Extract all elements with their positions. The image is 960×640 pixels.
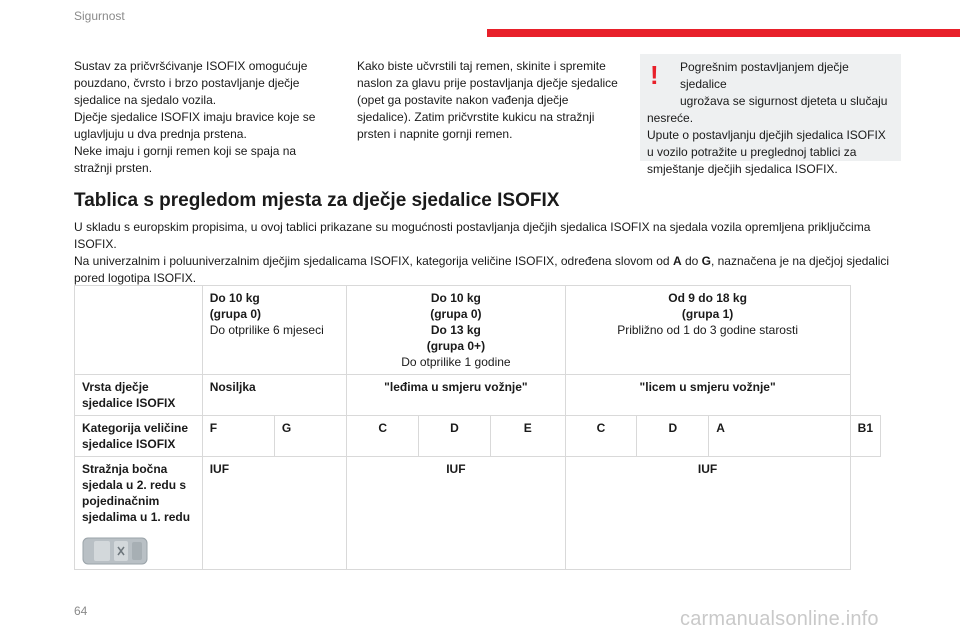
header-accent-bar xyxy=(487,29,960,37)
table-row xyxy=(75,416,881,457)
size-cell: E xyxy=(490,416,565,457)
section-header: Sigurnost xyxy=(74,9,125,23)
paragraph xyxy=(74,253,914,287)
warning-text: Pogrešnim postavljanjem dječje sjedalice xyxy=(680,60,849,91)
row-label: Stražnja bočna sjedala u 2. redu s pojedinačnim sjedalima u 1. redu xyxy=(82,462,191,524)
group-label: (grupa 1) xyxy=(681,307,734,321)
group-label: (grupa 0) xyxy=(209,307,262,321)
text: A xyxy=(672,254,682,268)
table-cell xyxy=(75,286,203,375)
row-label: Kategorija veličine sjedalice ISOFIX xyxy=(75,416,203,457)
weight-label: Do 13 kg xyxy=(430,323,481,337)
van-seat-layout-icon xyxy=(82,537,148,565)
group-label: (grupa 0+) xyxy=(426,339,486,353)
table-cell: "licem u smjeru vožnje" xyxy=(565,375,850,416)
size-cell: B1 xyxy=(850,416,880,457)
warning-note xyxy=(640,54,901,176)
table-row xyxy=(75,457,881,570)
table-cell xyxy=(202,286,347,375)
section-intro xyxy=(74,219,914,287)
weight-label: Do 10 kg xyxy=(209,291,260,305)
exclamation-icon: ! xyxy=(650,60,659,90)
paragraph: Kako biste učvrstili taj remen, skinite i spremite naslon za glavu prije postavljanja dječje sjedalice (opet ga postavite nakon vađenja dječje sjedalice). Zatim pričvrstite kukicu na stražnji prsten i napnite gornji remen. xyxy=(357,59,618,141)
weight-label: Od 9 do 18 kg xyxy=(668,291,747,305)
table-cell: Nosiljka xyxy=(202,375,347,416)
section-title: Tablica s pregledom mjesta za dječje sjedalice ISOFIX xyxy=(74,190,560,211)
size-cell: D xyxy=(419,416,491,457)
table-cell: IUF xyxy=(347,457,565,570)
age-label: Do otprilike 1 godine xyxy=(401,355,511,369)
table-row xyxy=(75,375,881,416)
warning-text: Upute o postavljanju dječjih sjedalica ISOFIX u vozilo potražite u preglednoj tablici za smještanje dječjih sjedalica ISOFIX. xyxy=(647,128,886,176)
text: Na univerzalnim i poluuniverzalnim dječjim sjedalicama ISOFIX, kategorija veličine ISOFIX, određena slovom od xyxy=(74,254,673,268)
size-cell: C xyxy=(347,416,419,457)
size-cell: F xyxy=(202,416,274,457)
warning-text: nesreće. xyxy=(647,111,694,125)
row-label: Vrsta dječje sjedalice ISOFIX xyxy=(75,375,203,416)
paragraph: Sustav za pričvršćivanje ISOFIX omogućuje pouzdano, čvrsto i brzo postavljanje dječje sjedalice na sjedalo vozila. xyxy=(74,59,308,107)
isofix-table xyxy=(74,285,881,570)
weight-label: Do 10 kg xyxy=(430,291,481,305)
size-cell: A xyxy=(709,416,850,457)
table-cell: IUF xyxy=(565,457,850,570)
size-cell: C xyxy=(565,416,637,457)
size-cell: G xyxy=(274,416,346,457)
text: , naznačena je na dječjoj sjedalici pored logotipa ISOFIX. xyxy=(74,254,890,285)
table-cell xyxy=(347,286,565,375)
warning-text: ugrožava se sigurnost djeteta u slučaju xyxy=(680,94,888,108)
paragraph: Dječje sjedalice ISOFIX imaju bravice koje se uglavljuju u dva prednja prstena. xyxy=(74,110,316,141)
size-cell: D xyxy=(637,416,709,457)
watermark: carmanualsonline.info xyxy=(680,608,879,630)
paragraph: U skladu s europskim propisima, u ovoj tablici prikazane su mogućnosti postavljanja dječjih sjedalica ISOFIX na sjedala vozila opremljena priključcima ISOFIX. xyxy=(74,220,871,251)
intro-column-2 xyxy=(357,58,622,143)
text: do xyxy=(681,254,702,268)
age-label: Približno od 1 do 3 godine starosti xyxy=(617,323,798,337)
page-number: 64 xyxy=(74,604,88,618)
paragraph: Neke imaju i gornji remen koji se spaja na stražnji prsten. xyxy=(74,144,297,175)
age-label: Do otprilike 6 mjeseci xyxy=(209,323,324,337)
table-cell: IUF xyxy=(202,457,347,570)
row-label-cell xyxy=(75,457,203,570)
group-label: (grupa 0) xyxy=(430,307,482,321)
table-cell xyxy=(565,286,850,375)
table-row xyxy=(75,286,881,375)
text: G xyxy=(701,254,711,268)
table-cell: "leđima u smjeru vožnje" xyxy=(347,375,565,416)
intro-column-1 xyxy=(74,58,336,177)
